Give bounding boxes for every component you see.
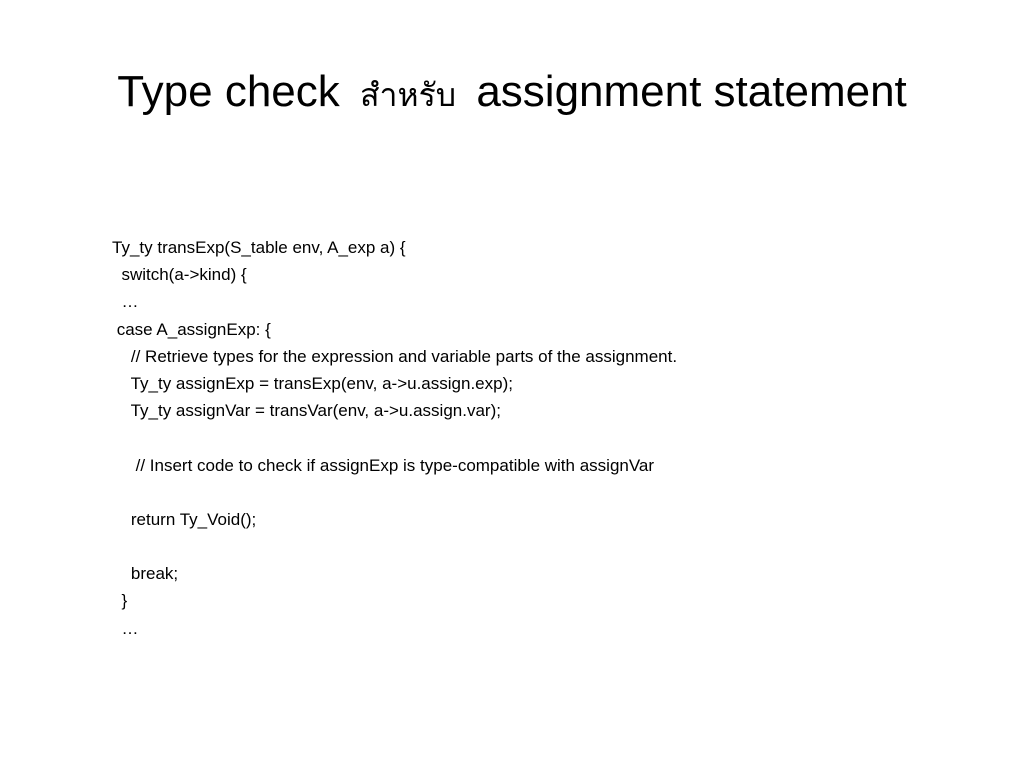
code-line xyxy=(112,533,972,560)
code-line: Ty_ty assignExp = transExp(env, a->u.assign.exp); xyxy=(112,373,513,393)
slide-title xyxy=(0,60,1024,127)
code-line: return Ty_Void(); xyxy=(112,509,257,529)
code-line xyxy=(112,479,972,506)
code-block xyxy=(112,234,972,642)
title-text-thai: สำหรับ xyxy=(360,76,457,114)
code-line: Ty_ty transExp(S_table env, A_exp a) { xyxy=(112,238,406,257)
code-line: case A_assignExp: { xyxy=(112,319,271,339)
code-line: … xyxy=(112,618,139,638)
title-text-part3: assignment statement xyxy=(476,67,907,116)
title-text-part1: Type check xyxy=(117,67,340,116)
code-line: } xyxy=(112,591,128,611)
code-line: … xyxy=(112,292,139,312)
code-line: Ty_ty assignVar = transVar(env, a->u.assign.var); xyxy=(112,401,501,421)
code-line: break; xyxy=(112,564,179,584)
code-line xyxy=(112,424,972,451)
code-line: switch(a->kind) { xyxy=(112,265,247,285)
code-line: // Insert code to check if assignExp is type-compatible with assignVar xyxy=(112,455,655,475)
code-line: // Retrieve types for the expression and variable parts of the assignment. xyxy=(112,346,678,366)
